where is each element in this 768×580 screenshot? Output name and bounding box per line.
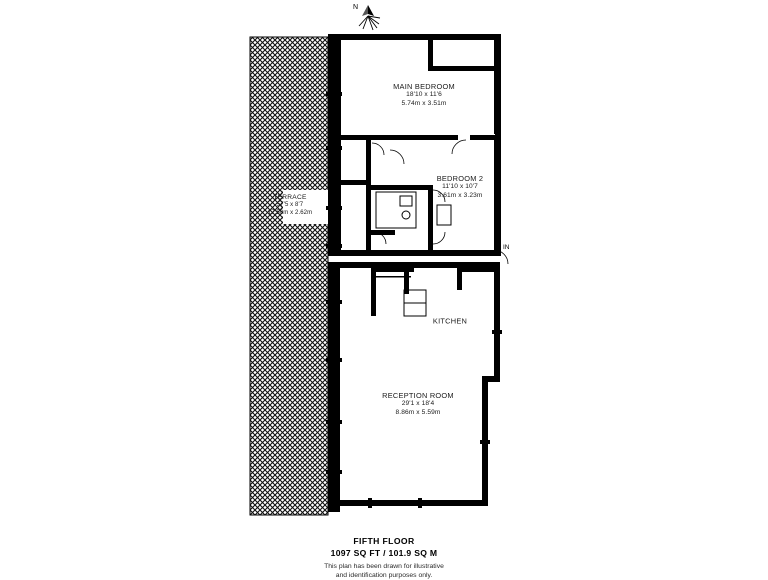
disclaimer-line-2: and identification purposes only.	[335, 572, 433, 580]
room-name: RECEPTION ROOM	[382, 390, 454, 400]
room-dim-metric: 5.74m x 3.51m	[401, 99, 447, 107]
room-label-kitchen	[433, 316, 467, 325]
room-label-main-bedroom	[393, 82, 455, 108]
disclaimer-line-1: This plan has been drawn for illustrative	[324, 563, 444, 570]
compass-north-icon	[349, 2, 393, 32]
entrance-label: IN	[503, 244, 510, 251]
room-label-bedroom-2	[437, 174, 484, 200]
room-dim-imperial: 57'5 x 8'7	[276, 202, 304, 209]
terrace-area	[250, 37, 329, 515]
room-name: MAIN BEDROOM	[393, 81, 455, 91]
reception-block-walls	[326, 92, 508, 512]
compass-north-label: N	[353, 4, 359, 11]
plan-footer	[0, 536, 768, 580]
floor-area: 1097 SQ FT / 101.9 SQ M	[330, 548, 438, 558]
room-name: BEDROOM 2	[436, 173, 484, 183]
room-dim-imperial: 29'1 x 18'4	[401, 400, 435, 408]
room-dim-imperial: 18'10 x 11'6	[406, 91, 442, 99]
room-name: KITCHEN	[432, 316, 468, 326]
room-dim-metric: 3.61m x 3.23m	[437, 191, 483, 199]
bedroom-block-walls	[328, 34, 500, 256]
floor-title: FIFTH FLOOR	[353, 536, 415, 546]
room-name: TERRACE	[273, 194, 307, 202]
room-label-reception-room	[382, 391, 454, 417]
room-label-terrace	[268, 194, 312, 218]
room-dim-metric: 17.50m x 2.62m	[267, 210, 313, 217]
room-dim-metric: 8.86m x 5.59m	[395, 408, 441, 416]
room-dim-imperial: 11'10 x 10'7	[442, 183, 478, 191]
